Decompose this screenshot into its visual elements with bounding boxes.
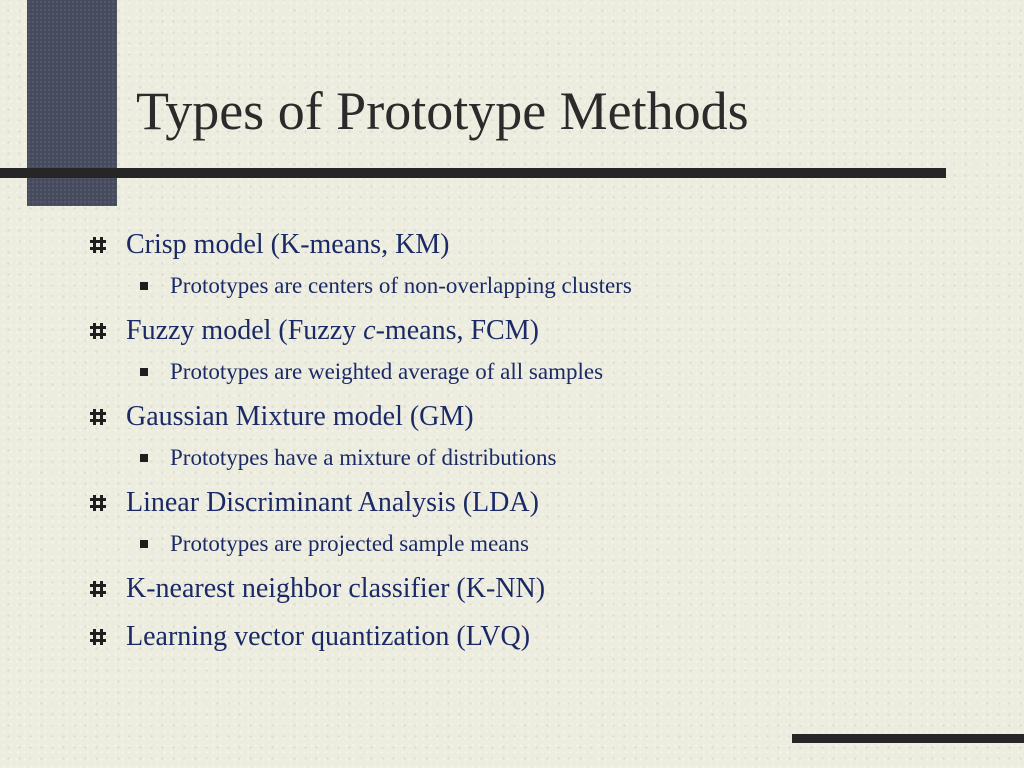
bullet-list — [88, 224, 988, 658]
list-item-lda — [88, 482, 988, 524]
hash-bullet-icon — [88, 310, 126, 352]
hash-bullet-icon — [88, 396, 126, 438]
list-item-label: Learning vector quantization (LVQ) — [126, 621, 531, 652]
hash-bullet-icon — [88, 224, 126, 266]
square-bullet-icon — [140, 540, 170, 548]
label-pre: Fuzzy model (Fuzzy — [126, 315, 364, 346]
sub-item-fuzzy-model — [140, 354, 988, 390]
list-item-label: Crisp model (K-means, KM) — [126, 229, 450, 260]
sub-item-gaussian-mixture — [140, 440, 988, 476]
sub-item-label: Prototypes are projected sample means — [170, 531, 529, 556]
sub-item-label: Prototypes have a mixture of distributions — [170, 445, 557, 470]
list-item-fuzzy-model — [88, 310, 988, 352]
slide-title: Types of Prototype Methods — [136, 81, 749, 141]
list-item-gaussian-mixture — [88, 396, 988, 438]
square-bullet-icon — [140, 282, 170, 290]
label-italic: c — [363, 315, 376, 346]
list-item-label: Gaussian Mixture model (GM) — [126, 401, 474, 432]
sub-item-label: Prototypes are centers of non-overlapping clusters — [170, 273, 632, 298]
list-item-label — [126, 315, 539, 347]
list-item-crisp-model — [88, 224, 988, 266]
list-item-label: Linear Discriminant Analysis (LDA) — [126, 487, 539, 518]
square-bullet-icon — [140, 368, 170, 376]
hash-bullet-icon — [88, 616, 126, 658]
list-item-knn — [88, 568, 988, 610]
square-bullet-icon — [140, 454, 170, 462]
sub-item-lda — [140, 526, 988, 562]
list-item-label: K-nearest neighbor classifier (K-NN) — [126, 573, 546, 604]
title-rule — [0, 168, 946, 178]
hash-bullet-icon — [88, 482, 126, 524]
hash-bullet-icon — [88, 568, 126, 610]
sub-item-crisp-model — [140, 268, 988, 304]
bottom-rule — [792, 734, 1024, 743]
list-item-lvq — [88, 616, 988, 658]
label-post: -means, FCM) — [375, 315, 539, 346]
sub-item-label: Prototypes are weighted average of all samples — [170, 359, 604, 384]
